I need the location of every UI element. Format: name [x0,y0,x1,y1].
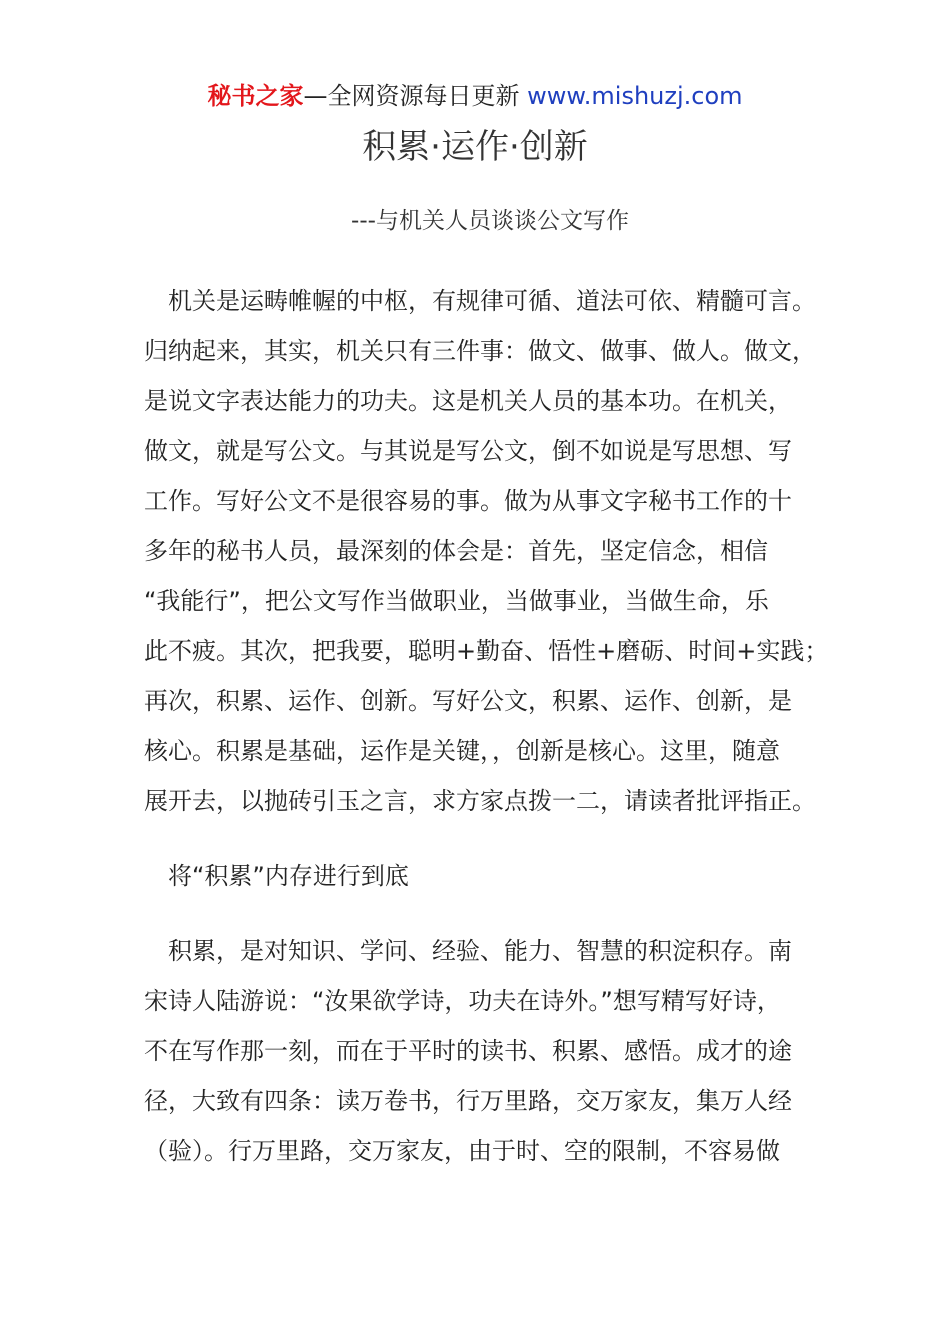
text-line: 宋诗人陆游说：“汝果欲学诗，功夫在诗外。”想写精写好诗， [144,987,781,1015]
text-line: 工作。写好公文不是很容易的事。做为从事文字秘书工作的十 [144,487,792,515]
paragraph-accumulation [144,926,834,1176]
text-line: “我能行”，把公文写作当做职业，当做事业，当做生命，乐 [144,587,769,615]
document-title: 积累·运作·创新 [362,127,588,167]
section-heading-text: 将“积累”内存进行到底 [144,862,409,890]
site-url-link[interactable]: www.mishuzj.com [527,82,743,110]
site-header [0,80,950,112]
text-line: 核心。积累是基础，运作是关键，，创新是核心。这里，随意 [144,737,780,765]
text-line: 不在写作那一刻，而在于平时的读书、积累、感悟。成才的途 [144,1037,792,1065]
text-line: 展开去，以抛砖引玉之言，求方家点拨一二，请读者批评指正。 [144,787,816,815]
text-line: 此不疲。其次，把我要，聪明+勤奋、悟性+磨砺、时间+实践； [144,637,829,665]
text-line: 归纳起来，其实，机关只有三件事：做文、做事、做人。做文， [144,337,816,365]
text-line: 再次，积累、运作、创新。写好公文，积累、运作、创新，是 [144,687,792,715]
text-line: （验）。行万里路，交万家友，由于时、空的限制，不容易做 [144,1137,780,1165]
text-line: 是说文字表达能力的功夫。这是机关人员的基本功。在机关， [144,387,792,415]
text-line: 积累，是对知识、学问、经验、能力、智慧的积淀积存。南 [144,937,792,965]
section-heading [144,851,834,901]
brand-name: 秘书之家 [207,82,304,110]
header-tagline: —全网资源每日更新 [303,82,528,110]
paragraph-intro [144,276,834,826]
text-line: 多年的秘书人员，最深刻的体会是：首先，坚定信念，相信 [144,537,768,565]
text-line: 做文，就是写公文。与其说是写公文，倒不如说是写思想、写 [144,437,792,465]
text-line: 机关是运畴帷幄的中枢，有规律可循、道法可依、精髓可言。 [144,287,816,315]
text-line: 径，大致有四条：读万卷书，行万里路，交万家友，集万人经 [144,1087,792,1115]
document-subtitle: ---与机关人员谈谈公文写作 [351,208,629,234]
